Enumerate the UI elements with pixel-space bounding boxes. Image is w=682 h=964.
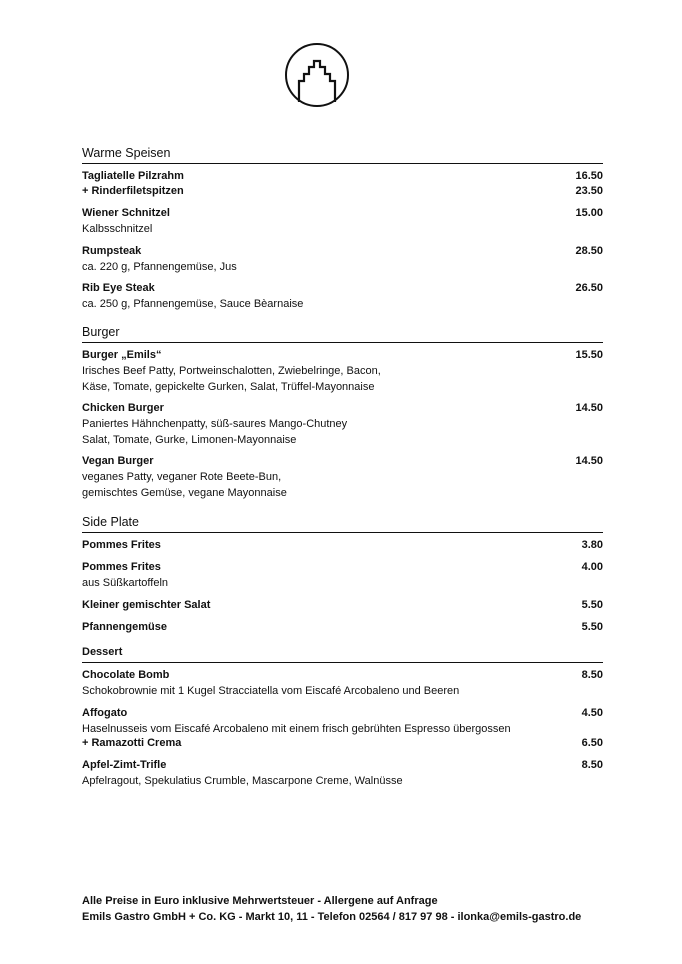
menu-item-extra-row	[82, 185, 603, 200]
menu-item-price: 8.50	[581, 669, 603, 681]
menu-item	[82, 759, 603, 790]
menu-item-name: Vegan Burger	[82, 455, 154, 467]
menu-item-name: Burger „Emils“	[82, 349, 162, 361]
section-title: Warme Speisen	[82, 146, 171, 160]
footer-note: Alle Preise in Euro inklusive Mehrwertsteuer - Allergene auf Anfrage	[82, 895, 438, 907]
menu-item	[82, 349, 603, 395]
menu-item-name: Wiener Schnitzel	[82, 207, 170, 219]
menu-item-row	[82, 759, 603, 774]
menu-item-row	[82, 561, 603, 576]
divider	[82, 532, 603, 533]
menu-item-price: 14.50	[575, 402, 603, 414]
menu-item	[82, 402, 603, 448]
menu-item	[82, 621, 603, 636]
footer-contact: Emils Gastro GmbH + Co. KG - Markt 10, 11 - Telefon 02564 / 817 97 98 - ilonka@emils-gastro.de	[82, 911, 582, 923]
menu-item	[82, 669, 603, 700]
menu-item	[82, 282, 603, 313]
menu-item-price: 5.50	[581, 620, 603, 633]
menu-item-description: Paniertes Hähnchenpatty, süß-saures Mango-Chutney	[82, 418, 348, 430]
menu-item-row	[82, 170, 603, 185]
menu-item-name: Rib Eye Steak	[82, 282, 155, 294]
menu-item-price: 28.50	[575, 244, 603, 257]
menu-item	[82, 207, 603, 238]
menu-item-name: Pfannengemüse	[82, 620, 167, 633]
menu-item-description: Apfelragout, Spekulatius Crumble, Mascarpone Creme, Walnüsse	[82, 775, 403, 787]
menu-item-price: 4.00	[581, 561, 603, 573]
menu-item-extra-price: 23.50	[575, 185, 603, 197]
menu-item-description: ca. 220 g, Pfannengemüse, Jus	[82, 260, 237, 273]
menu-item	[82, 455, 603, 501]
menu-item-price: 8.50	[581, 759, 603, 771]
menu-item-description: Irisches Beef Patty, Portweinschalotten, Zwiebelringe, Bacon,	[82, 365, 381, 377]
section-burger	[82, 325, 603, 508]
menu-item-name: Pommes Frites	[82, 539, 161, 551]
menu-item-description: Kalbsschnitzel	[82, 223, 153, 235]
menu-item-description: Salat, Tomate, Gurke, Limonen-Mayonnaise	[82, 433, 297, 446]
menu-item-price: 15.00	[575, 207, 603, 219]
menu-item-price: 5.50	[581, 598, 603, 611]
divider	[82, 342, 603, 343]
menu-item	[82, 707, 603, 753]
section-title: Burger	[82, 325, 120, 339]
menu-item-description: Käse, Tomate, gepickelte Gurken, Salat, Trüffel-Mayonnaise	[82, 380, 375, 393]
menu-item	[82, 539, 603, 554]
menu-item-extra-price: 6.50	[581, 737, 603, 749]
menu-item-price: 3.80	[581, 539, 603, 551]
menu-item-row	[82, 455, 603, 470]
menu-item	[82, 599, 603, 614]
menu-item-name: Rumpsteak	[82, 244, 142, 257]
menu-item-row	[82, 539, 603, 554]
menu-item-description: gemischtes Gemüse, vegane Mayonnaise	[82, 486, 287, 499]
section-side-plate	[82, 515, 603, 643]
section-dessert	[82, 645, 603, 797]
section-warme-speisen	[82, 146, 603, 320]
menu-item-row	[82, 245, 603, 260]
menu-item-row	[82, 349, 603, 364]
menu-item-name: Chicken Burger	[82, 402, 164, 414]
menu-item-row	[82, 282, 603, 297]
menu-item	[82, 170, 603, 200]
menu-item-description: aus Süßkartoffeln	[82, 577, 169, 589]
menu-item-description: veganes Patty, veganer Rote Beete-Bun,	[82, 471, 282, 483]
menu-item-extra-name: + Ramazotti Crema	[82, 737, 182, 749]
menu-item-extra-row	[82, 737, 603, 752]
menu-item-row	[82, 402, 603, 417]
menu-item-name: Apfel-Zimt-Trifle	[82, 759, 167, 771]
section-title: Side Plate	[82, 515, 139, 529]
menu-item-name: Pommes Frites	[82, 561, 161, 573]
menu-item-name: Tagliatelle Pilzrahm	[82, 170, 184, 182]
menu-item-row	[82, 599, 603, 614]
section-title: Dessert	[82, 646, 123, 658]
menu-item-price: 4.50	[581, 706, 603, 719]
menu-item-name: Affogato	[82, 706, 128, 719]
divider	[82, 662, 603, 663]
menu-item-description: Haselnusseis vom Eiscafé Arcobaleno mit einem frisch gebrühten Espresso übergossen	[82, 722, 511, 735]
menu-item-name: Chocolate Bomb	[82, 669, 170, 681]
menu-item-price: 15.50	[575, 349, 603, 361]
menu-item-price: 14.50	[575, 455, 603, 467]
footer	[82, 893, 622, 925]
menu-item-name: Kleiner gemischter Salat	[82, 598, 211, 611]
menu-item	[82, 245, 603, 276]
menu-item-description: Schokobrownie mit 1 Kugel Stracciatella vom Eiscafé Arcobaleno und Beeren	[82, 685, 460, 697]
menu-item-row	[82, 621, 603, 636]
menu-item-row	[82, 669, 603, 684]
emils-logo-icon	[284, 42, 350, 108]
menu-item-row	[82, 707, 603, 722]
menu-item-price: 26.50	[575, 282, 603, 294]
menu-item-price: 16.50	[575, 170, 603, 182]
menu-item-row	[82, 207, 603, 222]
menu-item-extra-name: + Rinderfiletspitzen	[82, 185, 184, 197]
divider	[82, 163, 603, 164]
menu-item	[82, 561, 603, 592]
menu-item-description: ca. 250 g, Pfannengemüse, Sauce Bèarnaise	[82, 298, 304, 310]
